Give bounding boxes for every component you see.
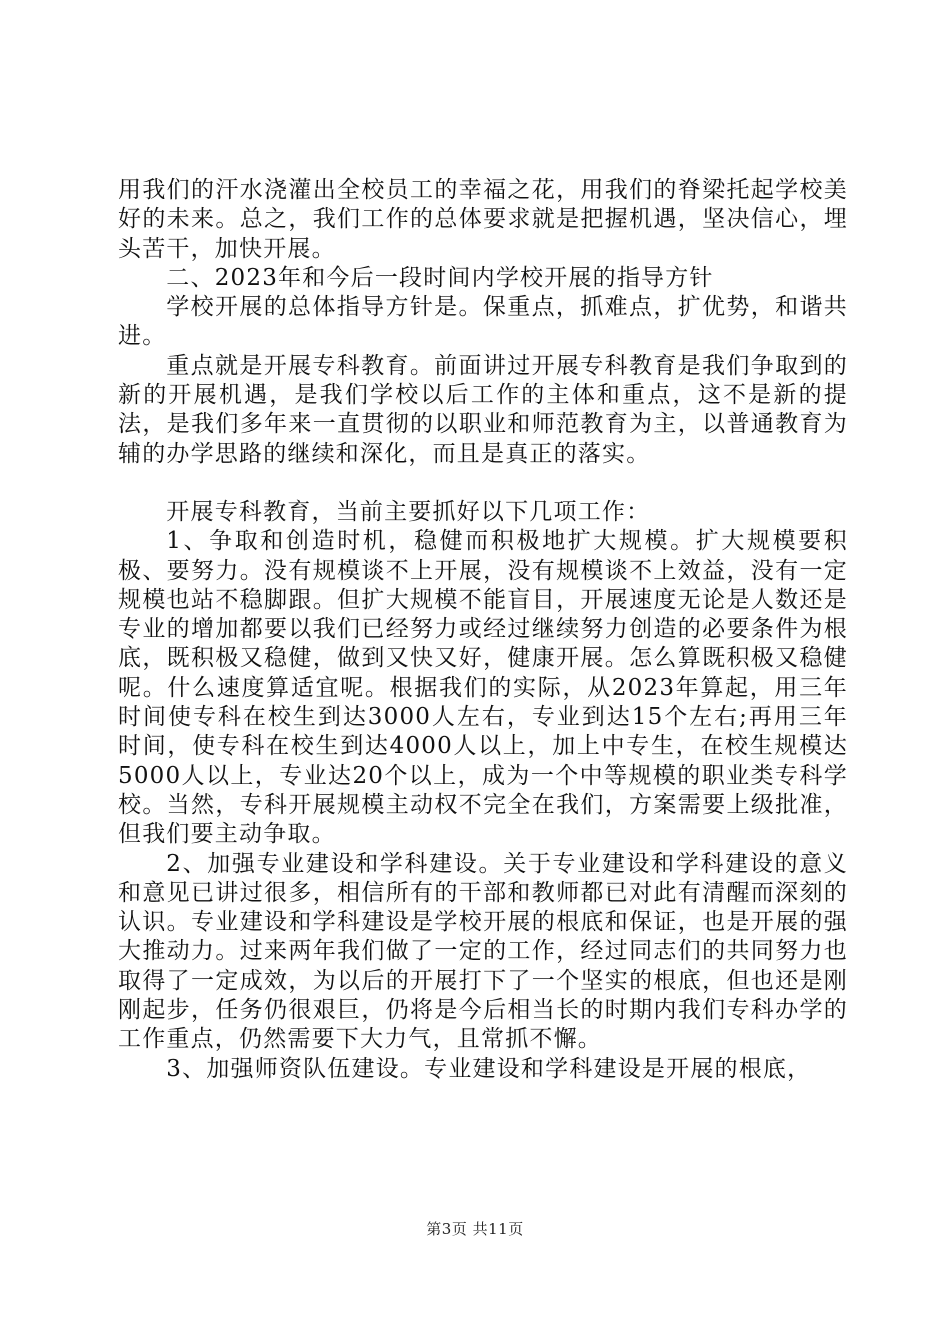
section-heading: 二、2023年和今后一段时间内学校开展的指导方针 <box>166 264 714 291</box>
paragraph-tasks-intro: 开展专科教育，当前主要抓好以下几项工作： <box>166 498 651 525</box>
paragraph-item-2: 2、加强专业建设和学科建设。关于专业建设和学科建设的意义和意见已讲过很多，相信所有的干部和教师都已对此有清醒而深刻的认识。专业建设和学科建设是学校开展的根底和保证，也是开展的强大推动力。过来两年我们做了一定的工作，经过同志们的共同努力也取得了一定成效，为以后的开展打下了一个坚实的根底，但也还是刚刚起步，任务仍很艰巨，仍将是今后相当长的时期内我们专科办学的工作重点，仍然需要下大力气，且常抓不懈。 <box>118 850 848 1053</box>
document-body <box>118 176 848 1084</box>
paragraph-item-1: 1、争取和创造时机，稳健而积极地扩大规模。扩大规模要积极、要努力。没有规模谈不上开展，没有规模谈不上效益，没有一定规模也站不稳脚跟。但扩大规模不能盲目，开展速度无论是人数还是专业的增加都要以我们已经努力或经过继续努力创造的必要条件为根底，既积极又稳健，做到又快又好，健康开展。怎么算既积极又稳健呢。什么速度算适宜呢。根据我们的实际，从2023年算起，用三年时间使专科在校生到达3000人左右，专业到达15个左右;再用三年时间，使专科在校生到达4000人以上，加上中专生，在校生规模达5000人以上，专业达20个以上，成为一个中等规模的职业类专科学校。当然，专科开展规模主动权不完全在我们，方案需要上级批准，但我们要主动争取。 <box>118 528 848 848</box>
paragraph-focus: 重点就是开展专科教育。前面讲过开展专科教育是我们争取到的新的开展机遇，是我们学校以后工作的主体和重点，这不是新的提法，是我们多年来一直贯彻的以职业和师范教育为主，以普通教育为辅的办学思路的继续和深化，而且是真正的落实。 <box>118 352 848 467</box>
paragraph-guideline: 学校开展的总体指导方针是。保重点，抓难点，扩优势，和谐共进。 <box>118 294 848 350</box>
page-footer: 第3页 共11页 <box>426 1220 524 1238</box>
paragraph-continuation: 用我们的汗水浇灌出全校员工的幸福之花，用我们的脊梁托起学校美好的未来。总之，我们工作的总体要求就是把握机遇，坚决信心，埋头苦干，加快开展。 <box>118 177 848 262</box>
paragraph-item-3: 3、加强师资队伍建设。专业建设和学科建设是开展的根底， <box>166 1055 812 1082</box>
